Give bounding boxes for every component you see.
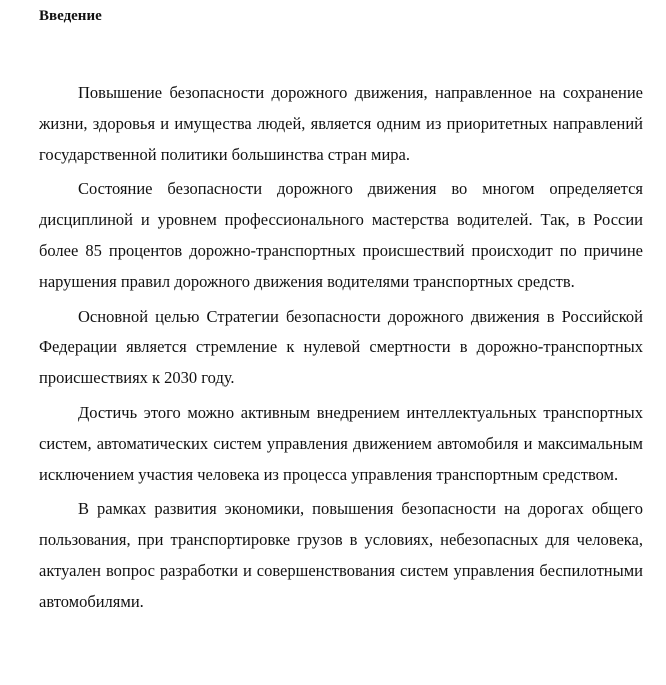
paragraph-4: Достичь этого можно активным внедрением интеллектуальных транспортных систем, автоматических систем управления движением автомобиля и максимальным исключением участия человека из процесса управления транспортным средством.: [39, 402, 643, 484]
paragraph-5: В рамках развития экономики, повышения безопасности на дорогах общего пользования, при транспортировке грузов в условиях, небезопасных для человека, актуален вопрос разработки и совершенствования систем управления беспилотными автомобилями.: [39, 499, 643, 611]
body-text: [39, 78, 643, 618]
paragraph-3: Основной целью Стратегии безопасности дорожного движения в Российской Федерации является стремление к нулевой смертности в дорожно-транспортных происшествиях к 2030 году.: [39, 306, 643, 388]
section-heading: Введение: [39, 8, 102, 24]
document-page: [39, 0, 643, 622]
paragraph-2: Состояние безопасности дорожного движения во многом определяется дисциплиной и уровнем профессионального мастерства водителей. Так, в России более 85 процентов дорожно-транспортных происшествий происходит по причине нарушения правил дорожного движения водителями транспортных средств.: [39, 179, 643, 291]
paragraph-1: Повышение безопасности дорожного движения, направленное на сохранение жизни, здоровья и имущества людей, является одним из приоритетных направлений государственной политики большинства стран мира.: [39, 83, 643, 164]
